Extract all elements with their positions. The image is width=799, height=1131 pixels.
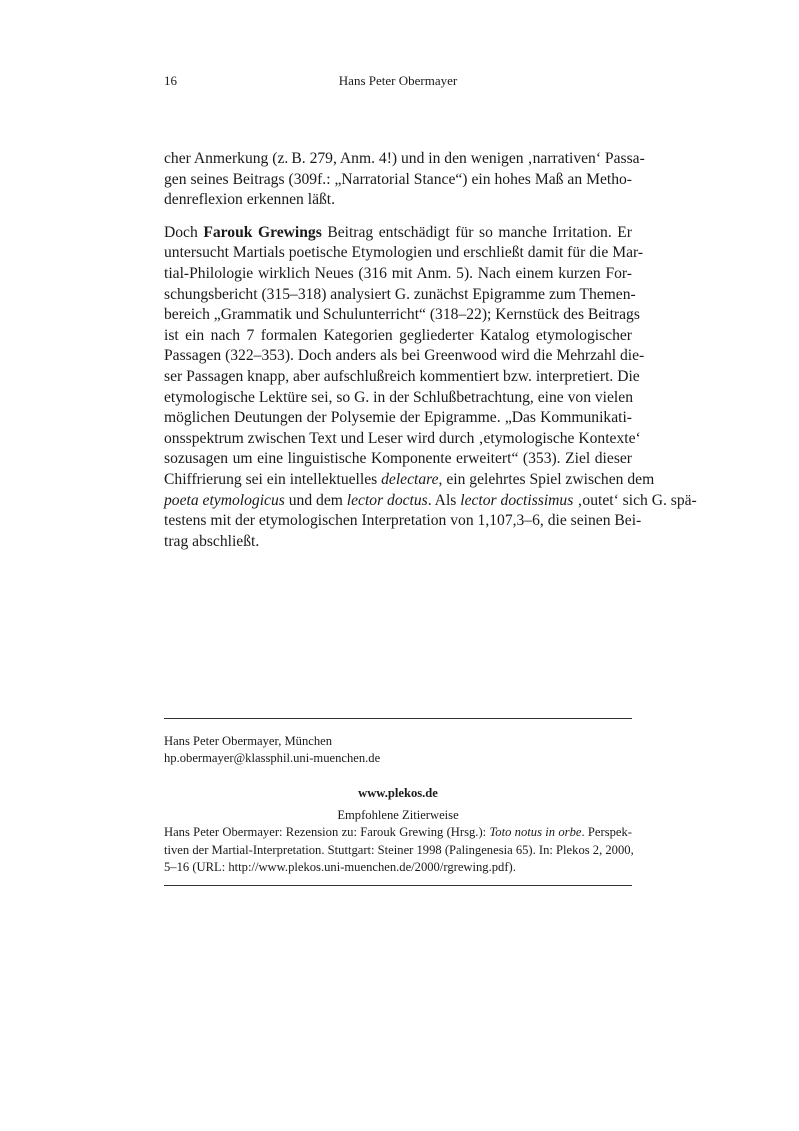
text-segment: Doch [164, 223, 204, 241]
text-segment: Hans Peter Obermayer: Rezension zu: Farouk Grewing (Hrsg.): [164, 825, 490, 839]
website-link[interactable]: www.plekos.de [358, 786, 438, 800]
citation-line [164, 859, 632, 876]
text-segment: bereich „Grammatik und Schulunterricht“ (318–22); Kernstück des Beitrags [164, 306, 640, 324]
text-segment: ist ein nach 7 formalen Kategorien gegliederter Katalog etymologischer [164, 326, 632, 344]
running-title: Hans Peter Obermayer [338, 73, 458, 88]
text-segment: untersucht Martials poetische Etymologien und erschließt damit für die Mar- [164, 244, 644, 262]
text-segment: onsspektrum zwischen Text und Leser wird durch ‚etymologische Kontexte‘ [164, 429, 641, 447]
text-segment: sozusagen um eine linguistische Komponente erweitert“ (353). Ziel dieser [164, 450, 632, 468]
paragraph-line [164, 388, 632, 408]
paragraph-line [164, 532, 632, 552]
paragraph-line [164, 511, 642, 531]
italic-text: lector doctissimus [460, 491, 574, 509]
paragraph-line [164, 170, 632, 190]
text-segment: Beitrag entschädigt für so manche Irritation. Er [321, 223, 632, 241]
text-segment: gen seines Beitrags (309f.: „Narratorial Stance“) ein hohes Maß an Metho- [164, 170, 632, 188]
text-segment: schungsbericht (315–318) analysiert G. zunächst Epigramme zum Themen- [164, 285, 636, 303]
paragraph-line [164, 223, 632, 243]
paragraph-line [164, 346, 645, 366]
citation-line [164, 842, 632, 859]
author-email[interactable]: hp.obermayer@klassphil.uni-muenchen.de [164, 751, 381, 765]
text-segment: cher Anmerkung (z. B. 279, Anm. 4!) und in den wenigen ‚narrativen‘ Passa- [164, 150, 645, 167]
text-segment: tial-Philologie wirklich Neues (316 mit Anm. 5). Nach einem kurzen For- [164, 265, 632, 282]
text-segment: 5–16 (URL: http://www.plekos.uni-muenchen.de/2000/rgrewing.pdf). [164, 860, 516, 874]
text-segment: testens mit der etymologischen Interpretation von 1,107,3–6, die seinen Bei- [164, 512, 642, 530]
italic-text: lector doctus [346, 491, 428, 509]
citation-line [164, 824, 632, 841]
text-segment: Chiffrierung sei ein intellektuelles [164, 471, 382, 488]
text-segment: . Als [427, 491, 461, 509]
citation-heading: Empfohlene Zitierweise [337, 808, 459, 822]
text-segment: . Perspek- [581, 825, 632, 839]
footer-rule-top [164, 718, 632, 719]
text-segment: trag abschließt. [164, 532, 260, 550]
paragraph-line [164, 470, 655, 490]
paragraph-line [164, 285, 636, 305]
italic-text: Toto notus in orbe [489, 825, 582, 839]
paragraph-line [164, 326, 632, 346]
text-segment: denreflexion erkennen läßt. [164, 191, 336, 209]
author-affiliation: Hans Peter Obermayer, München [164, 734, 333, 748]
text-segment: tiven der Martial-Interpretation. Stuttgart: Steiner 1998 (Palingenesia 65). In: Plekos 2, 2000, [164, 842, 634, 857]
paragraph-line [164, 305, 640, 325]
paragraph-line [164, 190, 632, 210]
paragraph-line [164, 264, 632, 284]
paragraph-line [164, 367, 640, 387]
bold-text: Farouk Grewings [203, 223, 322, 241]
footer-rule-bottom [164, 885, 632, 886]
italic-text: delectare [381, 471, 439, 488]
paragraph-line [164, 149, 645, 169]
paragraph-line [164, 429, 641, 449]
paragraph-line [164, 243, 644, 263]
paragraph-line [164, 491, 697, 511]
text-segment: Passagen (322–353). Doch anders als bei Greenwood wird die Mehrzahl die- [164, 347, 645, 365]
text-segment: ‚outet‘ sich G. spä- [573, 491, 697, 509]
text-segment: möglichen Deutungen der Polysemie der Epigramme. „Das Kommunikati- [164, 409, 632, 427]
paragraph-line [164, 408, 632, 428]
italic-text: poeta etymologicus [164, 491, 285, 509]
text-segment: ser Passagen knapp, aber aufschlußreich kommentiert bzw. interpretiert. Die [164, 368, 640, 385]
page-number: 16 [164, 73, 177, 88]
text-segment: etymologische Lektüre sei, so G. in der Schlußbetrachtung, eine von vielen [164, 388, 633, 406]
text-segment: , ein gelehrtes Spiel zwischen dem [438, 471, 655, 488]
text-segment: und dem [284, 491, 347, 509]
paragraph-line [164, 449, 632, 469]
